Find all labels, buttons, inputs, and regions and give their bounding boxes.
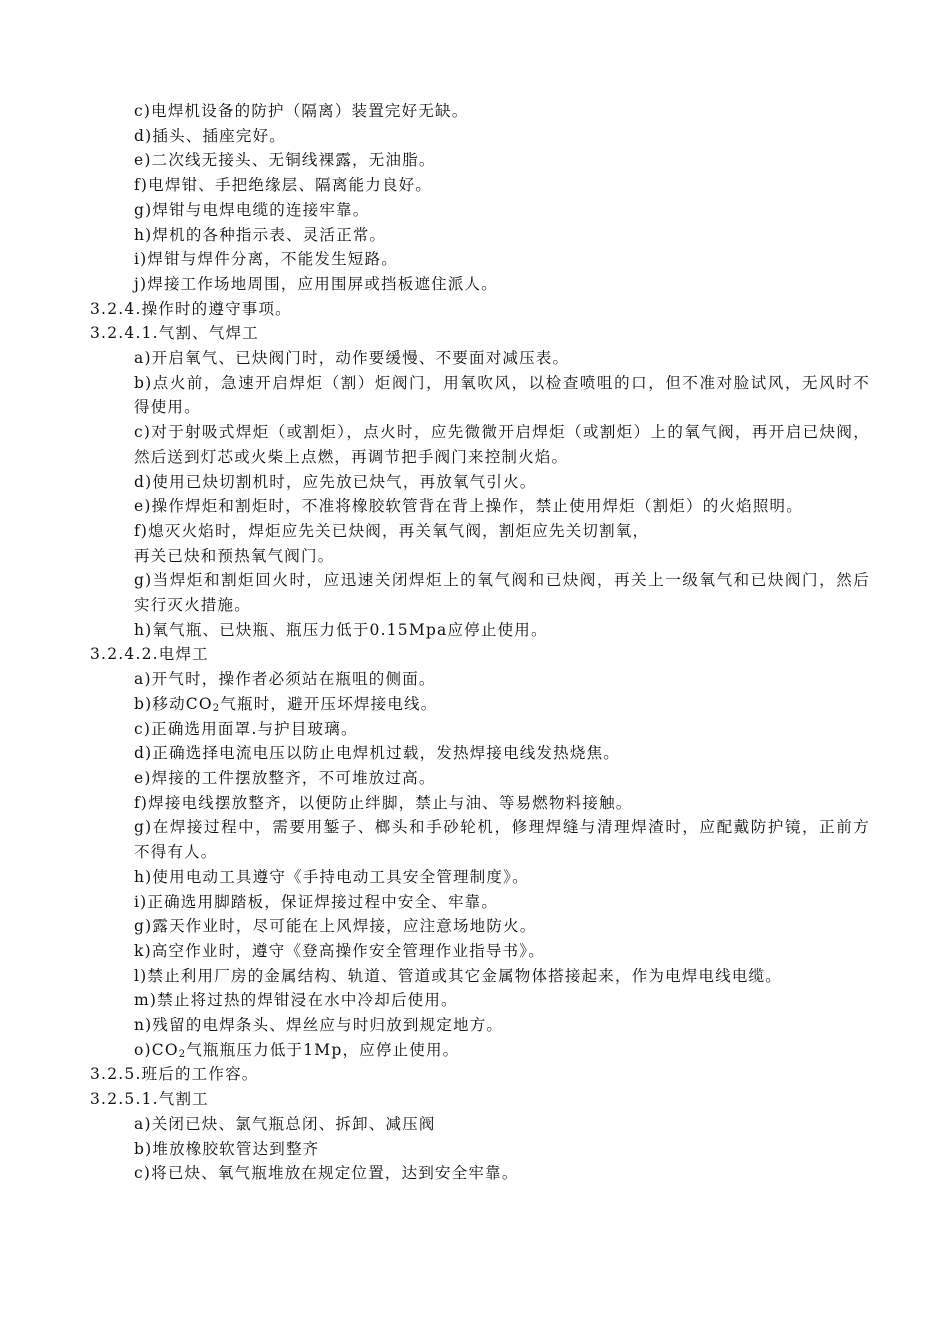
list-item: j)焊接工作场地周围，应用围屏或挡板遮住派人。	[134, 274, 498, 293]
list-item: i)正确选用脚踏板，保证焊接过程中安全、牢靠。	[134, 892, 499, 911]
list-item: m)禁止将过热的焊钳浸在水中冷却后使用。	[134, 991, 458, 1010]
list-item: a)关闭已炔、氯气瓶总闭、拆卸、减压阀	[134, 1114, 436, 1133]
list-item: k)高空作业时，遵守《登高操作安全管理作业指导书》。	[134, 941, 545, 960]
list-item: f)电焊钳、手把绝缘层、隔离能力良好。	[134, 176, 433, 195]
subscript: 2	[178, 1048, 187, 1060]
list-item: b)点火前，急速开启焊炬（割）炬阀门，用氧吹风，以检查喷咀的口，但不准对脸试风，无风时不得使用。	[134, 373, 870, 417]
document-body	[90, 99, 870, 1186]
section-heading: 3.2.5.班后的工作容。	[90, 1065, 259, 1084]
list-item: l)禁止利用厂房的金属结构、轨道、管道或其它金属物体搭接起来，作为电焊电线电缆。	[134, 966, 783, 985]
list-item: h)焊机的各种指示表、灵活正常。	[134, 225, 387, 244]
list-item: d)使用已炔切割机时，应先放已炔气，再放氧气引火。	[134, 472, 537, 491]
list-item: c)正确选用面罩.与护目玻璃。	[134, 719, 358, 738]
section-heading: 3.2.4.操作时的遵守事项。	[90, 299, 292, 318]
list-item: d)正确选择电流电压以防止电焊机过载，发热焊接电线发热烧焦。	[134, 744, 620, 763]
list-item: h)氧气瓶、已炔瓶、瓶压力低于0.15Mpa应停止使用。	[134, 620, 548, 639]
list-item: h)使用电动工具遵守《手持电动工具安全管理制度》。	[134, 867, 529, 886]
list-item: f)焊接电线摆放整齐，以便防止绊脚，禁止与油、等易燃物料接触。	[134, 793, 633, 812]
list-item: e)焊接的工件摆放整齐，不可堆放过高。	[134, 768, 436, 787]
list-item: e)二次线无接头、无铜线裸露，无油脂。	[134, 151, 436, 170]
list-item: n)残留的电焊条头、焊丝应与时归放到规定地方。	[134, 1016, 504, 1035]
list-item: c)电焊机设备的防护（隔离）装置完好无缺。	[134, 102, 469, 120]
subscript: 2	[212, 702, 221, 714]
list-item-text: o)CO	[134, 1040, 179, 1059]
list-item: c)将已炔、氧气瓶堆放在规定位置，达到安全牢靠。	[134, 1164, 519, 1183]
list-item: f)熄灭火焰时，焊炬应先关已炔阀，再关氧气阀，割炬应先关切割氧，	[134, 521, 650, 540]
list-item: d)插头、插座完好。	[134, 126, 286, 145]
list-item	[90, 1038, 870, 1063]
list-item: g)当焊炬和割炬回火时，应迅速关闭焊炬上的氧气阀和已炔阀，再关上一级氧气和已炔阀门，然后实行灭火措施。	[134, 571, 870, 615]
list-item-text: 气瓶瓶压力低于1Mp，应停止使用。	[186, 1040, 460, 1059]
list-item: a)开启氧气、已炔阀门时，动作要缓慢、不要面对减压表。	[134, 349, 570, 368]
list-item-continuation: 再关已炔和预热氧气阀门。	[134, 546, 335, 565]
subsection-heading: 3.2.5.1.气割工	[90, 1090, 209, 1109]
list-item: a)开气时，操作者必须站在瓶咀的侧面。	[134, 670, 436, 689]
list-item: b)堆放橡胶软管达到整齐	[134, 1139, 320, 1158]
list-item: g)在焊接过程中，需要用錾子、榔头和手砂轮机，修理焊缝与清理焊渣时，应配戴防护镜，正前方不得有人。	[134, 818, 870, 862]
list-item: g)焊钳与电焊电缆的连接牢靠。	[134, 200, 370, 219]
list-item: i)焊钳与焊件分离，不能发生短路。	[134, 250, 398, 269]
list-item: g)露天作业时，尽可能在上风焊接，应注意场地防火。	[134, 917, 537, 936]
list-item: e)操作焊炬和割炬时，不准将橡胶软管背在背上操作，禁止使用焊炬（割炬）的火焰照明。	[134, 497, 803, 516]
subsection-heading: 3.2.4.2.电焊工	[90, 645, 209, 664]
list-item-text: 气瓶时，避开压坏焊接电线。	[220, 694, 438, 713]
subsection-heading: 3.2.4.1.气割、气焊工	[90, 324, 259, 343]
list-item: c)对于射吸式焊炬（或割炬），点火时，应先微微开启焊炬（或割炬）上的氧气阀，再开启已炔阀，然后送到灯芯或火柴上点燃，再调节把手阀门来控制火焰。	[134, 423, 870, 466]
list-item	[90, 692, 870, 717]
list-item-text: b)移动CO	[134, 694, 213, 713]
